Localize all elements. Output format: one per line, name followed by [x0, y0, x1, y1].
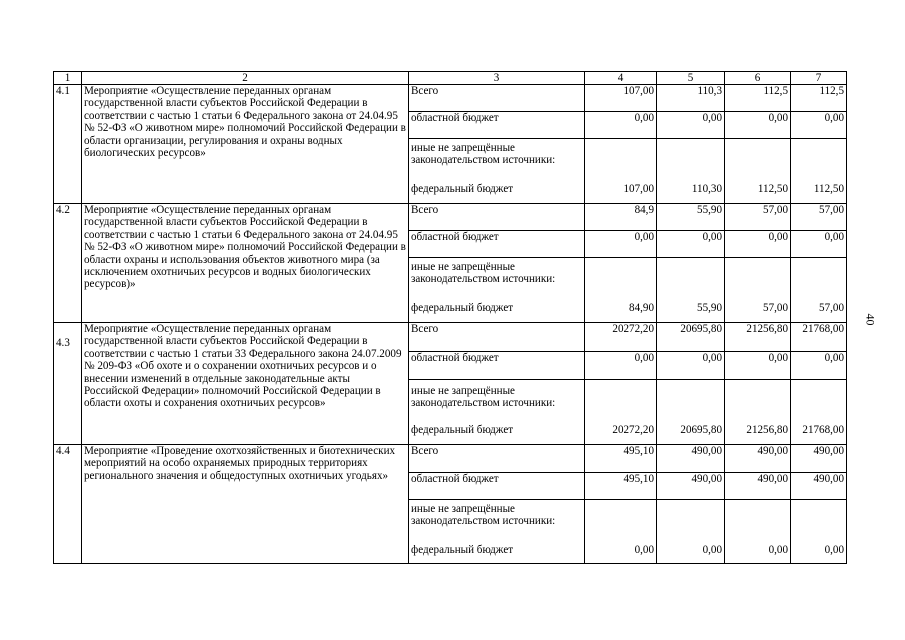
header-col-5: 5 — [657, 72, 725, 85]
source-label: Всего — [409, 323, 585, 352]
value-cell: 0,00 — [657, 544, 725, 564]
value-cell — [791, 380, 847, 424]
value-cell: 110,3 — [657, 85, 725, 112]
source-label: федеральный бюджет — [409, 183, 585, 204]
table-row — [54, 323, 847, 352]
value-cell: 84,90 — [585, 302, 657, 323]
value-cell: 20272,20 — [585, 424, 657, 445]
value-cell — [657, 380, 725, 424]
value-cell — [657, 258, 725, 302]
value-cell: 0,00 — [791, 231, 847, 258]
value-cell: 57,00 — [725, 204, 791, 231]
value-cell: 84,9 — [585, 204, 657, 231]
value-cell: 107,00 — [585, 85, 657, 112]
row-number: 4.3 — [54, 323, 82, 445]
value-cell: 490,00 — [791, 473, 847, 500]
header-row — [54, 72, 847, 85]
value-cell: 495,10 — [585, 473, 657, 500]
value-cell: 107,00 — [585, 183, 657, 204]
activity-description: Мероприятие «Осуществление переданных органам государственной власти субъектов Российской Федерации в соответствии с частью 1 статьи 6 Федерального закона от 24.04.95 № 52-ФЗ «О животном мире» полномочий Российской Федерации в области организации, регулирования и охраны водных биологических ресурсов» — [82, 85, 409, 204]
budget-table — [53, 71, 847, 564]
header-col-1: 1 — [54, 72, 82, 85]
value-cell — [585, 380, 657, 424]
value-cell: 20695,80 — [657, 424, 725, 445]
value-cell: 490,00 — [657, 445, 725, 473]
activity-description: Мероприятие «Осуществление переданных органам государственной власти субъектов Российской Федерации в соответствии с частью 1 статьи 33 Федерального закона 24.07.2009 № 209-ФЗ «Об охоте и о сохранении охотничьих ресурсов и о внесении изменений в отдельные законодательные акты Российской Федерации» полномочий Российской Федерации в области охоты и сохранения охотничьих ресурсов» — [82, 323, 409, 445]
header-col-6: 6 — [725, 72, 791, 85]
value-cell — [791, 500, 847, 544]
value-cell: 21256,80 — [725, 323, 791, 352]
value-cell: 0,00 — [657, 231, 725, 258]
value-cell: 0,00 — [725, 352, 791, 380]
value-cell — [725, 139, 791, 183]
value-cell: 0,00 — [657, 112, 725, 139]
value-cell: 57,00 — [725, 302, 791, 323]
table-row — [54, 85, 847, 112]
table-row — [54, 445, 847, 473]
value-cell — [657, 139, 725, 183]
value-cell — [585, 258, 657, 302]
value-cell: 20695,80 — [657, 323, 725, 352]
value-cell: 490,00 — [791, 445, 847, 473]
table-row — [54, 204, 847, 231]
row-number: 4.1 — [54, 85, 82, 204]
source-label: областной бюджет — [409, 231, 585, 258]
value-cell: 0,00 — [725, 112, 791, 139]
source-label: иные не запрещённые законодательством источники: — [409, 139, 585, 183]
source-label: Всего — [409, 445, 585, 473]
source-label: иные не запрещённые законодательством источники: — [409, 380, 585, 424]
value-cell: 490,00 — [725, 473, 791, 500]
value-cell — [725, 500, 791, 544]
source-label: областной бюджет — [409, 112, 585, 139]
value-cell: 110,30 — [657, 183, 725, 204]
value-cell — [725, 258, 791, 302]
value-cell: 112,5 — [725, 85, 791, 112]
row-number: 4.2 — [54, 204, 82, 323]
value-cell: 0,00 — [725, 544, 791, 564]
value-cell: 0,00 — [585, 352, 657, 380]
value-cell: 21768,00 — [791, 323, 847, 352]
value-cell: 112,50 — [791, 183, 847, 204]
value-cell: 21768,00 — [791, 424, 847, 445]
value-cell — [585, 500, 657, 544]
header-col-4: 4 — [585, 72, 657, 85]
value-cell: 57,00 — [791, 204, 847, 231]
value-cell: 0,00 — [791, 352, 847, 380]
source-label: Всего — [409, 204, 585, 231]
value-cell: 0,00 — [791, 544, 847, 564]
value-cell: 495,10 — [585, 445, 657, 473]
source-label: Всего — [409, 85, 585, 112]
activity-description: Мероприятие «Осуществление переданных органам государственной власти субъектов Российской Федерации в соответствии с частью 1 статьи 6 Федерального закона от 24.04.95 № 52-ФЗ «О животном мире» полномочий Российской Федерации в области охраны и использования объектов животного мира (за исключением охотничьих ресурсов и водных биологических ресурсов)» — [82, 204, 409, 323]
value-cell: 0,00 — [725, 231, 791, 258]
value-cell — [657, 500, 725, 544]
value-cell: 490,00 — [657, 473, 725, 500]
source-label: областной бюджет — [409, 473, 585, 500]
source-label: областной бюджет — [409, 352, 585, 380]
value-cell — [585, 139, 657, 183]
value-cell: 55,90 — [657, 204, 725, 231]
value-cell: 21256,80 — [725, 424, 791, 445]
value-cell: 112,5 — [791, 85, 847, 112]
source-label: иные не запрещённые законодательством источники: — [409, 500, 585, 544]
source-label: федеральный бюджет — [409, 544, 585, 564]
value-cell: 57,00 — [791, 302, 847, 323]
activity-description: Мероприятие «Проведение охотхозяйственных и биотехнических мероприятий на особо охраняемых природных территориях регионального значения и общедоступных охотничьих угодьях» — [82, 445, 409, 564]
source-label: федеральный бюджет — [409, 424, 585, 445]
header-col-3: 3 — [409, 72, 585, 85]
value-cell: 490,00 — [725, 445, 791, 473]
row-number: 4.4 — [54, 445, 82, 564]
value-cell — [791, 139, 847, 183]
value-cell: 0,00 — [585, 231, 657, 258]
value-cell: 20272,20 — [585, 323, 657, 352]
value-cell: 112,50 — [725, 183, 791, 204]
value-cell: 0,00 — [585, 544, 657, 564]
header-col-7: 7 — [791, 72, 847, 85]
value-cell: 0,00 — [657, 352, 725, 380]
value-cell: 0,00 — [791, 112, 847, 139]
page-number: 40 — [863, 313, 878, 326]
value-cell — [791, 258, 847, 302]
source-label: иные не запрещённые законодательством источники: — [409, 258, 585, 302]
header-col-2: 2 — [82, 72, 409, 85]
value-cell — [725, 380, 791, 424]
value-cell: 55,90 — [657, 302, 725, 323]
value-cell: 0,00 — [585, 112, 657, 139]
source-label: федеральный бюджет — [409, 302, 585, 323]
